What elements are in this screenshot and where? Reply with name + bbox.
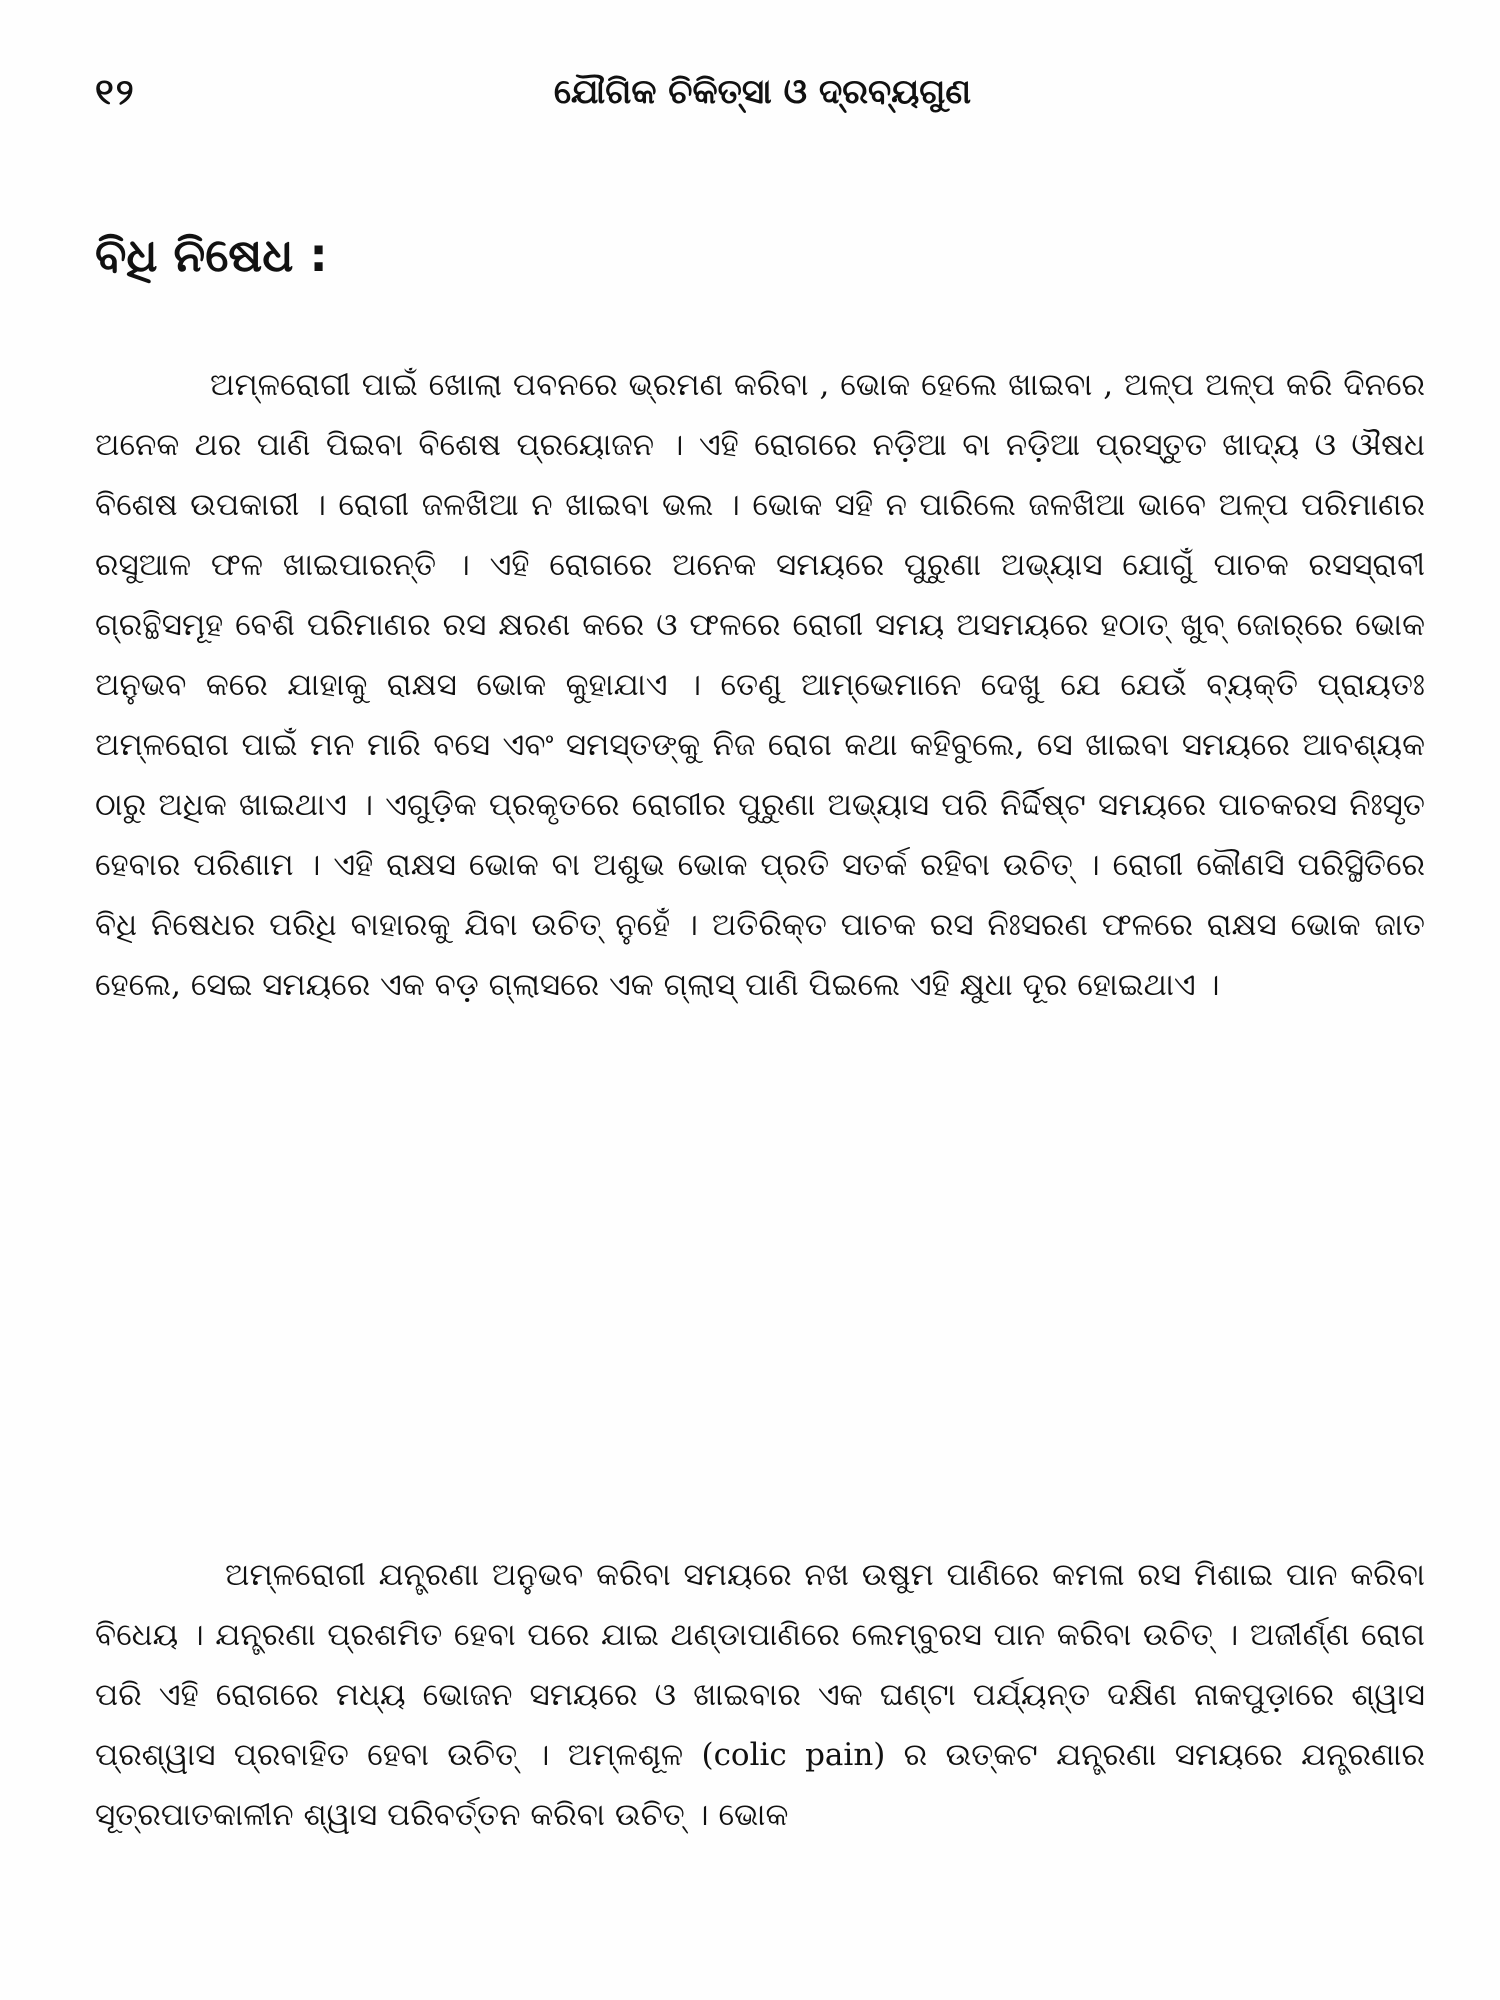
paragraph-2: ଅମ୍ଳରୋଗୀ ଯନ୍ତ୍ରଣା ଅନୁଭବ କରିବା ସମୟରେ ନଖ ଉଷୁମ ପାଣିରେ କମଳା ରସ ମିଶାଇ ପାନ କରିବା ବିଧେୟ । ଯନ୍ତ୍ରଣା ପ୍ରଶମିତ ହେବା ପରେ ଯାଇ ଥଣ୍ଡାପାଣିରେ ଲେମ୍ବୁରସ ପାନ କରିବା ଉଚିତ୍ । ଅଜୀର୍ଣ୍ଣ ରୋଗ ପରି ଏହି ରୋଗରେ ମଧ୍ୟ ଭୋଜନ ସମୟରେ ଓ ଖାଇବାର ଏକ ଘଣ୍ଟା ପର୍ଯ୍ୟନ୍ତ ଦକ୍ଷିଣ ନାକପୁଡ଼ାରେ ଶ୍ୱାସ ପ୍ରଶ୍ୱାସ ପ୍ରବାହିତ ହେବା ଉଚିତ୍ । ଅମ୍ଳଶୂଳ (colic pain) ର ଉତ୍କଟ ଯନ୍ତ୍ରଣା ସମୟରେ ଯନ୍ତ୍ରଣାର ସୂତ୍ରପାତକାଳୀନ ଶ୍ୱାସ ପରିବର୍ତ୍ତନ କରିବା ଉଚିତ୍ । ଭୋକ [95, 1557, 1425, 1833]
page-header [95, 72, 1430, 132]
section-heading: ବିଧି ନିଷେଧ : [95, 228, 328, 282]
page-number: ୧୨ [95, 72, 136, 113]
paragraph-1: ଅମ୍ଳରୋଗୀ ପାଇଁ ଖୋଲା ପବନରେ ଭ୍ରମଣ କରିବା , ଭୋକ ହେଲେ ଖାଇବା , ଅଳ୍ପ ଅଳ୍ପ କରି ଦିନରେ ଅନେକ ଥର ପାଣି ପିଇବା ବିଶେଷ ପ୍ରୟୋଜନ । ଏହି ରୋଗରେ ନଡ଼ିଆ ବା ନଡ଼ିଆ ପ୍ରସ୍ତୁତ ଖାଦ୍ୟ ଓ ଔଷଧ ବିଶେଷ ଉପକାରୀ । ରୋଗୀ ଜଳଖିଆ ନ ଖାଇବା ଭଲ । ଭୋକ ସହି ନ ପାରିଲେ ଜଳଖିଆ ଭାବେ ଅଳ୍ପ ପରିମାଣର ରସୁଆଳ ଫଳ ଖାଇପାରନ୍ତି । ଏହି ରୋଗରେ ଅନେକ ସମୟରେ ପୁରୁଣା ଅଭ୍ୟାସ ଯୋଗୁଁ ପାଚକ ରସସ୍ରାବୀ ଗ୍ରନ୍ଥିସମୂହ ବେଶି ପରିମାଣର ରସ କ୍ଷରଣ କରେ ଓ ଫଳରେ ରୋଗୀ ସମୟ ଅସମୟରେ ହଠାତ୍ ଖୁବ୍ ଜୋର୍‌ରେ ଭୋକ ଅନୁଭବ କରେ ଯାହାକୁ ରାକ୍ଷସ ଭୋକ କୁହାଯାଏ । ତେଣୁ ଆମ୍ଭେମାନେ ଦେଖୁ ଯେ ଯେଉଁ ବ୍ୟକ୍ତି ପ୍ରାୟତଃ ଅମ୍ଳରୋଗ ପାଇଁ ମନ ମାରି ବସେ ଏବଂ ସମସ୍ତଙ୍କୁ ନିଜ ରୋଗ କଥା କହିବୁଲେ, ସେ ଖାଇବା ସମୟରେ ଆବଶ୍ୟକ ଠାରୁ ଅଧିକ ଖାଇଥାଏ । ଏଗୁଡ଼ିକ ପ୍ରକୃତରେ ରୋଗୀର ପୁରୁଣା ଅଭ୍ୟାସ ପରି ନିର୍ଦ୍ଦିଷ୍ଟ ସମୟରେ ପାଚକରସ ନିଃସୃତ ହେବାର ପରିଣାମ । ଏହି ରାକ୍ଷସ ଭୋକ ବା ଅଶୁଭ ଭୋକ ପ୍ରତି ସତର୍କ ରହିବା ଉଚିତ୍ । ରୋଗୀ କୌଣସି ପରିସ୍ଥିତିରେ ବିଧି ନିଷେଧର ପରିଧି ବାହାରକୁ ଯିବା ଉଚିତ୍ ନୁହେଁ । ଅତିରିକ୍ତ ପାଚକ ରସ ନିଃସରଣ ଫଳରେ ରାକ୍ଷସ ଭୋକ ଜାତ ହେଲେ, ସେଇ ସମୟରେ ଏକ ବଡ଼ ଗ୍ଲାସରେ ଏକ ଗ୍ଲାସ୍ ପାଣି ପିଇଲେ ଏହି କ୍ଷୁଧା ଦୂର ହୋଇଥାଏ । [95, 367, 1425, 1003]
running-title: ଯୌଗିକ ଚିକିତ୍ସା ଓ ଦ୍ରବ୍ୟଗୁଣ [553, 72, 972, 112]
